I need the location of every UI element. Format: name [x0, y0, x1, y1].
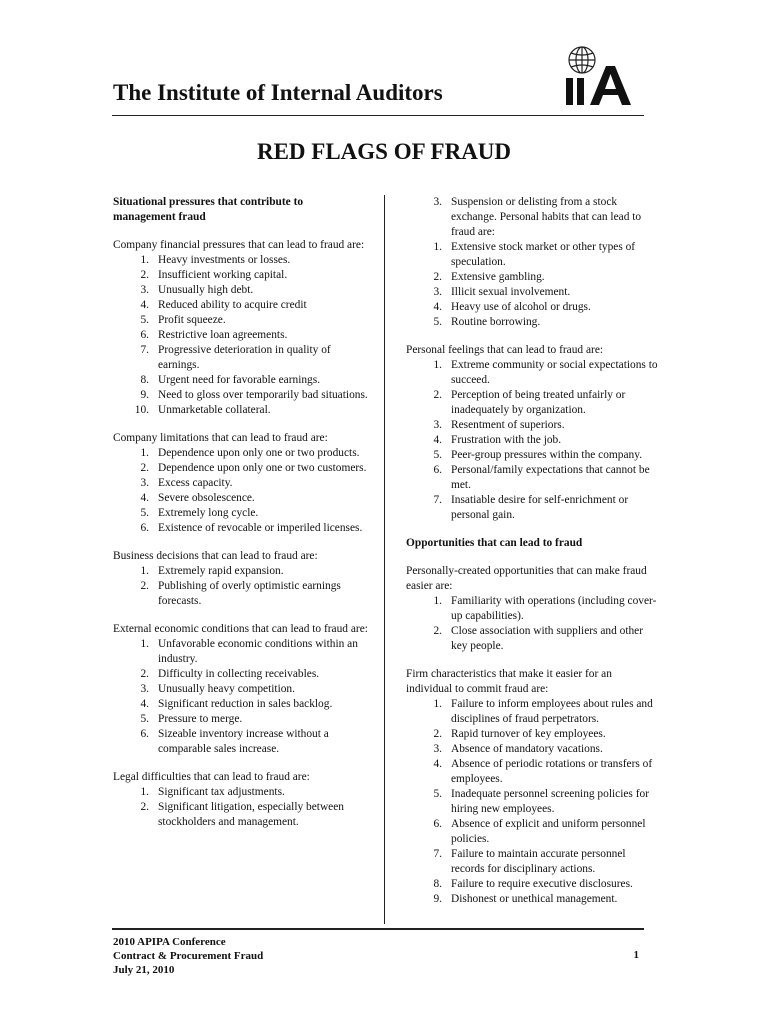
list-item: [406, 285, 659, 300]
situational-pressures-heading: Situational pressures that contribute to management fraud: [113, 196, 304, 223]
item-text: Failure to require executive disclosures.: [451, 878, 633, 890]
item-number: 5.: [433, 788, 442, 800]
item-number: 3.: [433, 196, 442, 208]
item-text: Inadequate personnel screening policies for hiring new employees.: [451, 788, 649, 815]
item-number: 6.: [140, 522, 149, 534]
right-column: [406, 195, 659, 920]
list-item: [113, 506, 368, 521]
footer-conference: 2010 APIPA Conference: [113, 936, 226, 948]
footer-session: Contract & Procurement Fraud: [113, 950, 264, 962]
list-item: [113, 564, 368, 579]
section: [406, 667, 659, 907]
item-text: Familiarity with operations (including cover-up capabilities).: [451, 595, 657, 622]
section-intro: Firm characteristics that make it easier for an individual to commit fraud are:: [406, 668, 612, 695]
item-text: Failure to maintain accurate personnel records for disciplinary actions.: [451, 848, 626, 875]
item-text: Personal/family expectations that cannot be met.: [451, 464, 650, 491]
personal-feelings-section: [406, 343, 659, 523]
item-text: Need to gloss over temporarily bad situations.: [158, 389, 368, 401]
item-text: Absence of periodic rotations or transfers of employees.: [451, 758, 653, 785]
item-text: Restrictive loan agreements.: [158, 329, 288, 341]
item-number: 7.: [140, 344, 149, 356]
list-item: [406, 877, 659, 892]
item-text: Significant tax adjustments.: [158, 786, 285, 798]
item-text: Suspension or delisting from a stock exchange. Personal habits that can lead to fraud are:: [451, 196, 642, 238]
numbered-list: [113, 253, 368, 418]
item-text: Unusually high debt.: [158, 284, 254, 296]
item-text: Heavy use of alcohol or drugs.: [451, 301, 591, 313]
section-intro: Personally-created opportunities that can make fraud easier are:: [406, 565, 647, 592]
list-item: [406, 388, 659, 418]
section: [113, 431, 368, 536]
item-number: 5.: [140, 314, 149, 326]
list-item: [406, 624, 659, 654]
item-number: 1.: [433, 359, 442, 371]
section: [113, 238, 368, 418]
item-number: 1.: [140, 565, 149, 577]
item-number: 2.: [433, 625, 442, 637]
item-text: Unusually heavy competition.: [158, 683, 295, 695]
item-number: 7.: [433, 848, 442, 860]
item-number: 1.: [140, 447, 149, 459]
item-text: Excess capacity.: [158, 477, 233, 489]
item-text: Significant reduction in sales backlog.: [158, 698, 333, 710]
numbered-list: [113, 446, 368, 536]
item-text: Frustration with the job.: [451, 434, 562, 446]
item-text: Severe obsolescence.: [158, 492, 255, 504]
list-item: [113, 403, 368, 418]
list-item: [113, 682, 368, 697]
list-item: [406, 270, 659, 285]
section-intro: Business decisions that can lead to fraud are:: [113, 550, 318, 562]
item-text: Extensive stock market or other types of speculation.: [451, 241, 636, 268]
item-number: 2.: [433, 271, 442, 283]
globe-logo-icon: [560, 44, 640, 108]
column-divider: [384, 195, 385, 924]
item-number: 4.: [433, 758, 442, 770]
personal-habits-list: [406, 195, 659, 330]
numbered-list: [113, 564, 368, 609]
list-item: [113, 697, 368, 712]
item-text: Dependence upon only one or two products.: [158, 447, 360, 459]
list-item: [113, 727, 368, 757]
list-item: [113, 476, 368, 491]
item-number: 5.: [433, 449, 442, 461]
item-text: Profit squeeze.: [158, 314, 226, 326]
svg-text:IIA: IIA: [560, 44, 562, 45]
item-number: 6.: [140, 329, 149, 341]
item-text: Extremely rapid expansion.: [158, 565, 284, 577]
item-text: Publishing of overly optimistic earnings forecasts.: [158, 580, 341, 607]
item-number: 4.: [433, 434, 442, 446]
list-item: [406, 817, 659, 847]
list-item: [113, 667, 368, 682]
item-number: 3.: [433, 743, 442, 755]
item-text: Unfavorable economic conditions within an industry.: [158, 638, 358, 665]
item-number: 2.: [140, 668, 149, 680]
list-item: [113, 800, 368, 830]
list-item: [406, 463, 659, 493]
item-text: Sizeable inventory increase without a comparable sales increase.: [158, 728, 329, 755]
footer-date: July 21, 2010: [113, 964, 175, 976]
item-number: 7.: [433, 494, 442, 506]
opportunities-heading: Opportunities that can lead to fraud: [406, 537, 583, 549]
list-item: [113, 461, 368, 476]
left-column: [113, 195, 368, 843]
list-item: [113, 328, 368, 343]
item-number: 3.: [433, 286, 442, 298]
list-item: [113, 521, 368, 536]
item-text: Perception of being treated unfairly or inadequately by organization.: [451, 389, 626, 416]
list-item: [406, 418, 659, 433]
list-item: [113, 446, 368, 461]
item-number: 2.: [433, 389, 442, 401]
org-title: The Institute of Internal Auditors: [113, 80, 443, 105]
list-item: [406, 358, 659, 388]
item-text: Extensive gambling.: [451, 271, 545, 283]
section-intro: Legal difficulties that can lead to fraud are:: [113, 771, 310, 783]
list-item: [406, 240, 659, 270]
item-number: 1.: [433, 595, 442, 607]
item-text: Close association with suppliers and other key people.: [451, 625, 644, 652]
item-number: 3.: [140, 683, 149, 695]
personal-feelings-intro: Personal feelings that can lead to fraud are:: [406, 344, 604, 356]
item-number: 3.: [140, 477, 149, 489]
list-item: [406, 448, 659, 463]
numbered-list: [406, 594, 659, 654]
item-text: Heavy investments or losses.: [158, 254, 291, 266]
item-number: 1.: [140, 638, 149, 650]
list-item: [406, 892, 659, 907]
numbered-list: [113, 637, 368, 757]
item-number: 9.: [140, 389, 149, 401]
list-item: [406, 742, 659, 757]
item-number: 2.: [140, 580, 149, 592]
item-number: 6.: [433, 464, 442, 476]
list-item: [406, 493, 659, 523]
item-number: 9.: [433, 893, 442, 905]
list-item: [406, 697, 659, 727]
item-text: Significant litigation, especially between stockholders and management.: [158, 801, 344, 828]
section: [406, 564, 659, 654]
section: [113, 622, 368, 757]
list-item: [406, 315, 659, 330]
item-text: Unmarketable collateral.: [158, 404, 271, 416]
item-text: Dependence upon only one or two customers.: [158, 462, 367, 474]
list-item: [113, 343, 368, 373]
item-number: 2.: [140, 801, 149, 813]
list-item: [113, 298, 368, 313]
item-number: 2.: [433, 728, 442, 740]
item-number: 4.: [140, 492, 149, 504]
item-text: Reduced ability to acquire credit: [158, 299, 307, 311]
list-item: [406, 727, 659, 742]
item-text: Urgent need for favorable earnings.: [158, 374, 321, 386]
list-item: [113, 283, 368, 298]
item-text: Routine borrowing.: [451, 316, 541, 328]
item-number: 1.: [433, 698, 442, 710]
item-number: 1.: [140, 786, 149, 798]
item-number: 8.: [140, 374, 149, 386]
page-number: 1: [633, 949, 639, 961]
item-number: 6.: [433, 818, 442, 830]
list-item: [406, 300, 659, 315]
item-text: Progressive deterioration in quality of earnings.: [158, 344, 331, 371]
item-number: 2.: [140, 269, 149, 281]
document-title: RED FLAGS OF FRAUD: [256, 139, 512, 164]
item-text: Insufficient working capital.: [158, 269, 288, 281]
item-number: 3.: [433, 419, 442, 431]
item-text: Resentment of superiors.: [451, 419, 565, 431]
item-number: 8.: [433, 878, 442, 890]
item-number: 5.: [140, 713, 149, 725]
item-text: Dishonest or unethical management.: [451, 893, 618, 905]
list-item: [406, 195, 659, 240]
list-item: [113, 491, 368, 506]
item-number: 6.: [140, 728, 149, 740]
iia-logo: [560, 44, 640, 108]
header-rule: [112, 115, 644, 116]
personal-feelings-list: [406, 358, 659, 523]
item-text: Failure to inform employees about rules and disciplines of fraud perpetrators.: [451, 698, 653, 725]
list-item: [406, 787, 659, 817]
list-item: [113, 313, 368, 328]
item-number: 2.: [140, 462, 149, 474]
list-item: [406, 594, 659, 624]
list-item: [113, 373, 368, 388]
item-number: 4.: [140, 698, 149, 710]
item-text: Extreme community or social expectations to succeed.: [451, 359, 658, 386]
section-intro: External economic conditions that can lead to fraud are:: [113, 623, 368, 635]
item-number: 1.: [433, 241, 442, 253]
left-sections: [113, 238, 368, 830]
section: [113, 549, 368, 609]
item-text: Rapid turnover of key employees.: [451, 728, 606, 740]
item-text: Absence of explicit and uniform personnel policies.: [451, 818, 646, 845]
item-number: 1.: [140, 254, 149, 266]
list-item: [113, 579, 368, 609]
list-item: [113, 253, 368, 268]
list-item: [113, 388, 368, 403]
item-number: 4.: [140, 299, 149, 311]
list-item: [406, 757, 659, 787]
item-text: Extremely long cycle.: [158, 507, 259, 519]
item-text: Insatiable desire for self-enrichment or personal gain.: [451, 494, 629, 521]
item-text: Existence of revocable or imperiled licenses.: [158, 522, 363, 534]
right-sections: [406, 564, 659, 907]
item-number: 3.: [140, 284, 149, 296]
numbered-list: [406, 697, 659, 907]
section-intro: Company financial pressures that can lead to fraud are:: [113, 239, 365, 251]
item-text: Difficulty in collecting receivables.: [158, 668, 320, 680]
list-item: [113, 637, 368, 667]
item-number: 10.: [134, 404, 149, 416]
section-intro: Company limitations that can lead to fraud are:: [113, 432, 328, 444]
numbered-list: [113, 785, 368, 830]
list-item: [113, 268, 368, 283]
section: [113, 770, 368, 830]
item-text: Pressure to merge.: [158, 713, 243, 725]
footer-rule: [112, 928, 644, 930]
list-item: [406, 847, 659, 877]
item-text: Peer-group pressures within the company.: [451, 449, 643, 461]
footer: [113, 935, 263, 977]
list-item: [113, 712, 368, 727]
item-text: Illicit sexual involvement.: [451, 286, 571, 298]
item-number: 5.: [140, 507, 149, 519]
item-number: 5.: [433, 316, 442, 328]
list-item: [113, 785, 368, 800]
item-number: 4.: [433, 301, 442, 313]
item-text: Absence of mandatory vacations.: [451, 743, 603, 755]
list-item: [406, 433, 659, 448]
